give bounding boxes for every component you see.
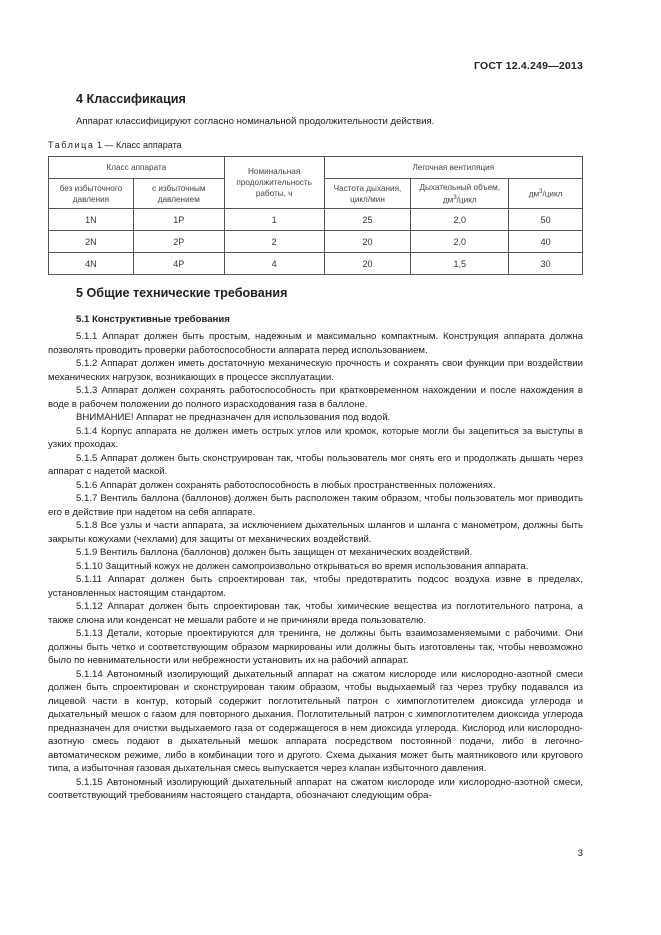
paragraph-5-1-7: 5.1.7 Вентиль баллона (баллонов) должен быть расположен таким образом, чтобы пользователь мог приводить его в действие при надетом на себя аппарате. xyxy=(48,493,583,518)
table-row: 2N 2P 2 20 2,0 40 xyxy=(49,231,583,253)
header-tidal-volume: Дыхательный объем, $дм^3$/цикл xyxy=(411,179,509,209)
section-4-intro: Аппарат классифицируют согласно номинальной продолжительности действия. xyxy=(76,116,435,127)
paragraph-5-1-8: 5.1.8 Все узлы и части аппарата, за исключением дыхательных шлангов и шланга с манометром, должны быть закрыты кожухами (чехлами) для защиты от механических воздействий. xyxy=(48,520,583,545)
paragraph-5-1-12: 5.1.12 Аппарат должен быть спроектирован так, чтобы химические вещества из поглотительного патрона, а также слюна или конденсат не мешали работе и не причиняли вреда пользователю. xyxy=(48,601,583,626)
table-caption xyxy=(48,140,182,150)
table-row: 1N 1P 1 25 2,0 50 xyxy=(49,209,583,231)
table-caption-prefix: Таблица xyxy=(48,140,95,150)
header-nominal-duration: Номинальная продолжительность работы, ч xyxy=(224,157,324,209)
section-5-body xyxy=(48,330,583,803)
paragraph-5-1-14: 5.1.14 Автономный изолирующий дыхательный аппарат на сжатом кислороде или кислородно-азотной смеси должен быть спроектирован и сконструирован таким образом, чтобы выдыхаемый газ через трубку подавался из лицевой части в контур, который содержит поглотительный патрон с химпоглотителем диоксида углерода и дыхательный мешок с газом для повторного дыхания. Поглотительный патрон с химпоглотителем диоксида углерода предназначен для очистки выдыхаемого газа от содержащегося в нем диоксида углерода. Кислород или кислородно-азотную смесь подают в дыхательный мешок аппарата посредством постоянной подачи, либо в легочно-автоматическом режиме, либо в комбинации того и другого. Схема дыхания может быть маятникового или кругового типа, а избыточная газовая дыхательная смесь выпускается через клапан избыточного давления. xyxy=(48,668,583,774)
header-excess-pressure: с избыточным давлением xyxy=(133,179,224,209)
header-breathing-rate: Частота дыхания, цикл/мин xyxy=(324,179,411,209)
header-no-excess-pressure: без избыточного давления xyxy=(49,179,134,209)
paragraph-5-1-5: 5.1.5 Аппарат должен быть сконструирован так, чтобы пользователь мог снять его и продолжать дышать через аппарат с надетой маской. xyxy=(48,452,583,477)
table-row: 4N 4P 4 20 1,5 30 xyxy=(49,253,583,275)
paragraph-5-1-11: 5.1.11 Аппарат должен быть спроектирован так, чтобы предотвратить подсос воздуха извне в пределах, установленных настоящим стандартом. xyxy=(48,574,583,599)
paragraph-5-1-10: 5.1.10 Защитный кожух не должен самопроизвольно открываться во время использования аппарата. xyxy=(76,560,529,572)
page-number: 3 xyxy=(577,848,583,859)
class-table xyxy=(48,156,583,275)
table-caption-rest: 1 — Класс аппарата xyxy=(94,140,182,150)
paragraph-5-1-2: 5.1.2 Аппарат должен иметь достаточную механическую прочность и сохранять свои функции при воздействии механических нагрузок, возникающих в процессе эксплуатации. xyxy=(48,358,583,383)
paragraph-5-1-6: 5.1.6 Аппарат должен сохранять работоспособность в любых пространственных положениях. xyxy=(76,479,496,491)
header-pulmonary-ventilation: Легочная вентиляция xyxy=(324,157,582,179)
paragraph-5-1-9: 5.1.9 Вентиль баллона (баллонов) должен быть защищен от механических воздействий. xyxy=(76,547,473,558)
header-apparatus-class: Класс аппарата xyxy=(49,157,225,179)
subsection-5-1-heading: 5.1 Конструктивные требования xyxy=(76,314,230,325)
section-4-heading: 4 Классификация xyxy=(76,92,186,106)
paragraph-5-1-4: 5.1.4 Корпус аппарата не должен иметь острых углов или кромок, которые могли бы зацепиться за выступы в узких проходах. xyxy=(48,425,583,450)
paragraph-5-1-13: 5.1.13 Детали, которые проектируются для тренинга, не должны быть взаимозаменяемыми с рабочими. Они должны быть четко и соответствующим образом маркированы или должны быть изготовлены так, чтобы невозможно было по невнимательности или небрежности установить их на рабочий аппарат. xyxy=(48,628,583,666)
paragraph-5-1-3: 5.1.3 Аппарат должен сохранять работоспособность при кратковременном нахождении и после нахождения в воде в рабочем положении до полного израсходования газа в баллоне. xyxy=(48,385,583,410)
section-5-heading: 5 Общие технические требования xyxy=(76,286,288,300)
paragraph-5-1-15: 5.1.15 Автономный изолирующий дыхательный аппарат на сжатом кислороде или кислородно-азотной смеси, соответствующий требованиям настоящего стандарта, обозначают следующим обра- xyxy=(48,776,583,801)
header-dm3-cycle: $дм^3$/цикл xyxy=(509,179,583,209)
document-standard-code: ГОСТ 12.4.249—2013 xyxy=(474,60,583,72)
paragraph-warning: ВНИМАНИЕ! Аппарат не предназначен для использования под водой. xyxy=(76,412,391,423)
paragraph-5-1-1: 5.1.1 Аппарат должен быть простым, надежным и максимально компактным. Конструкция аппарата должна позволять проводить проверки работоспособности аппарата перед использованием. xyxy=(48,331,583,356)
